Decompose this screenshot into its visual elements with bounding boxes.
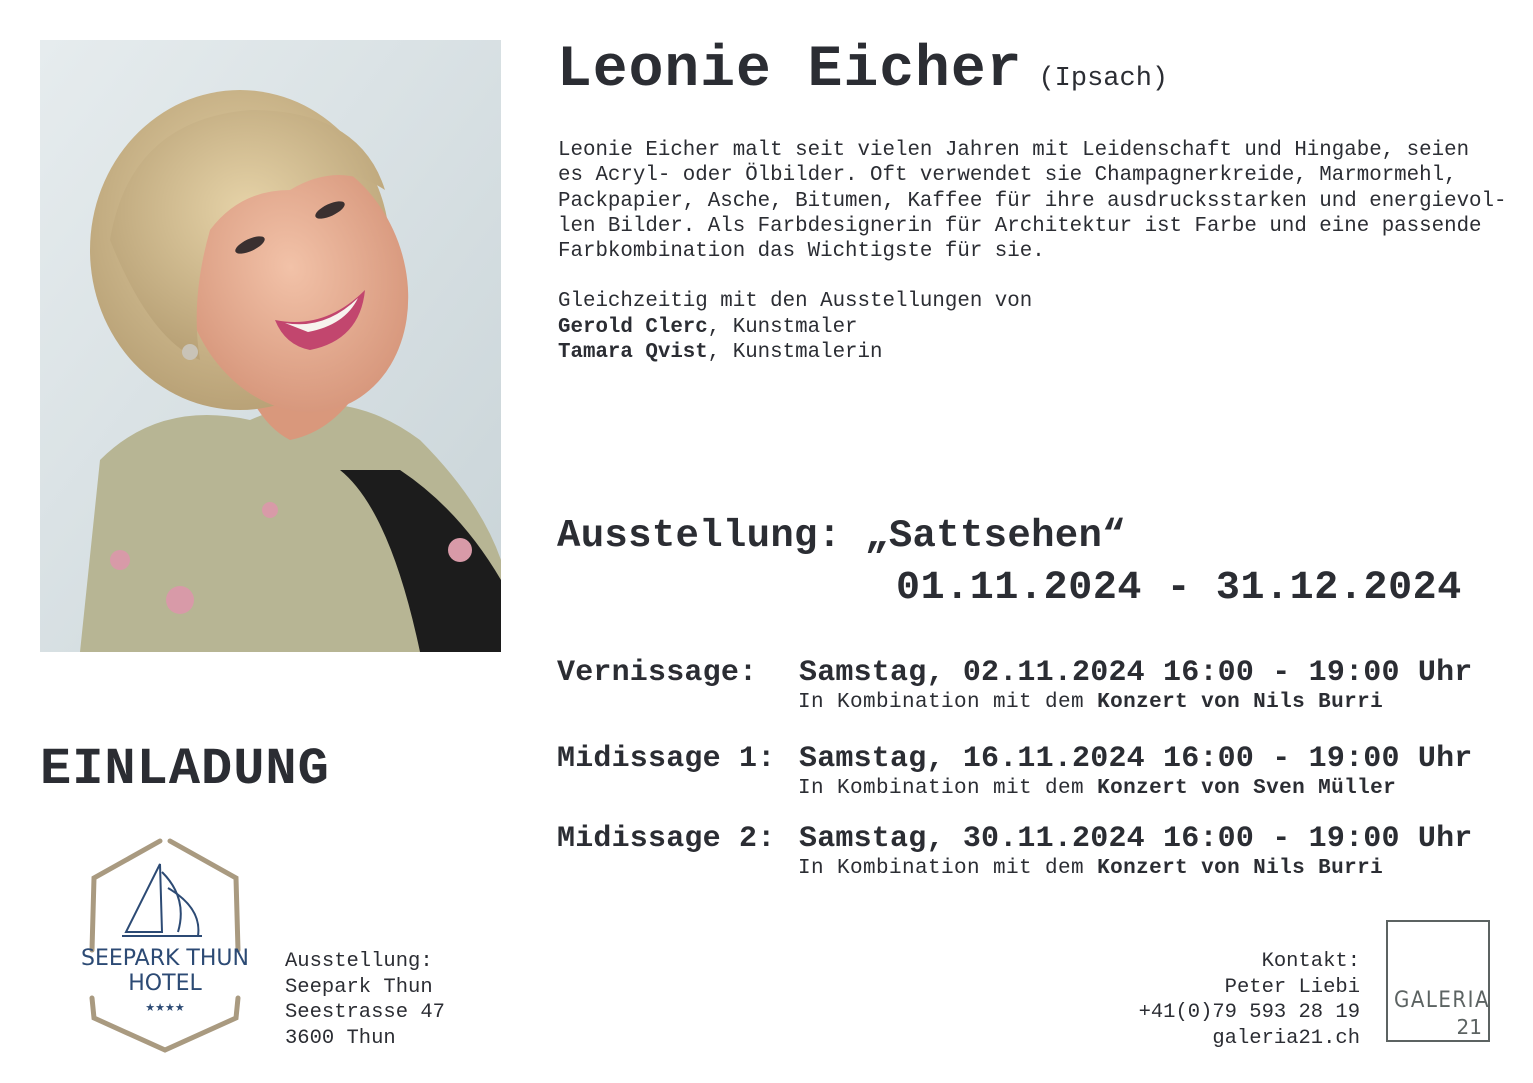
- seepark-thun-hotel-logo: [70, 838, 260, 1054]
- contact-block: [1139, 949, 1360, 1051]
- concurrent-exhibitions: [558, 289, 1032, 366]
- concurrent-artist: [558, 340, 1032, 366]
- artist-place: (Ipsach): [1038, 64, 1169, 94]
- concurrent-artist-name: Gerold Clerc: [558, 315, 708, 339]
- event-midissage-1: [557, 742, 1473, 800]
- address-label: Ausstellung:: [285, 950, 433, 973]
- event-label: Midissage 1:: [557, 742, 776, 776]
- event-vernissage: [557, 656, 1473, 714]
- event-sub-prefix: In Kombination mit dem: [798, 777, 1098, 800]
- event-label: Vernissage:: [557, 656, 758, 690]
- event-sub-prefix: In Kombination mit dem: [798, 857, 1098, 880]
- concurrent-artist: [558, 315, 1032, 341]
- artist-name: Leonie Eicher: [557, 38, 1023, 103]
- event-concert: Konzert von Nils Burri: [1097, 691, 1384, 714]
- venue-address: [285, 949, 445, 1051]
- event-subline: [798, 857, 1383, 880]
- contact-website: galeria21.ch: [1212, 1026, 1360, 1050]
- hotel-logo-hotel: HOTEL: [128, 971, 202, 996]
- galeria-21-logo: [1386, 920, 1490, 1042]
- address-city: 3600 Thun: [285, 1026, 396, 1050]
- concurrent-intro: Gleichzeitig mit den Ausstellungen von: [558, 290, 1033, 313]
- event-concert: Konzert von Nils Burri: [1097, 857, 1384, 880]
- artist-portrait-photo: [40, 40, 501, 652]
- hotel-logo-name: SEEPARK THUN: [81, 946, 249, 971]
- invitation-heading: EINLADUNG: [40, 740, 330, 799]
- contact-name: Peter Liebi: [1224, 975, 1360, 999]
- artist-bio: Leonie Eicher malt seit vielen Jahren mit Leidenschaft und Hingabe, seien es Acryl- oder Ölbilder. Oft verwendet sie Champagnerkreide, Marmormehl, Packpapier, Asche, Bitumen, Kaffee für ihre ausdrucksstarken und energievol- len Bilder. Als Farbdesignerin für Architektur ist Farbe und eine passende Farbkombination das Wichtigste für sie.: [558, 139, 1507, 264]
- exhibition-title: Ausstellung: „Sattsehen“: [557, 514, 1126, 558]
- event-sub-prefix: In Kombination mit dem: [798, 691, 1098, 714]
- event-concert: Konzert von Sven Müller: [1097, 777, 1397, 800]
- event-datetime: Samstag, 30.11.2024 16:00 - 19:00 Uhr: [799, 822, 1473, 856]
- artist-heading: [557, 38, 1168, 103]
- event-datetime: Samstag, 02.11.2024 16:00 - 19:00 Uhr: [799, 656, 1473, 690]
- galeria-logo-word: GALERIA: [1394, 988, 1491, 1013]
- hotel-logo-stars: ★★★★: [145, 1001, 185, 1014]
- contact-phone: +41(0)79 593 28 19: [1138, 1001, 1360, 1024]
- event-midissage-2: [557, 822, 1473, 880]
- event-subline: [798, 777, 1396, 800]
- galeria-logo-number: 21: [1456, 1015, 1482, 1039]
- address-street: Seestrasse 47: [285, 1001, 445, 1024]
- concurrent-artist-name: Tamara Qvist: [558, 341, 708, 364]
- event-label: Midissage 2:: [557, 822, 776, 856]
- concurrent-artist-role: , Kunstmalerin: [707, 341, 883, 364]
- concurrent-artist-role: , Kunstmaler: [707, 315, 858, 339]
- address-venue: Seepark Thun: [285, 975, 433, 999]
- event-subline: [798, 691, 1383, 714]
- contact-label: Kontakt:: [1261, 950, 1360, 973]
- exhibition-dates: 01.11.2024 - 31.12.2024: [896, 566, 1462, 611]
- event-datetime: Samstag, 16.11.2024 16:00 - 19:00 Uhr: [799, 742, 1473, 776]
